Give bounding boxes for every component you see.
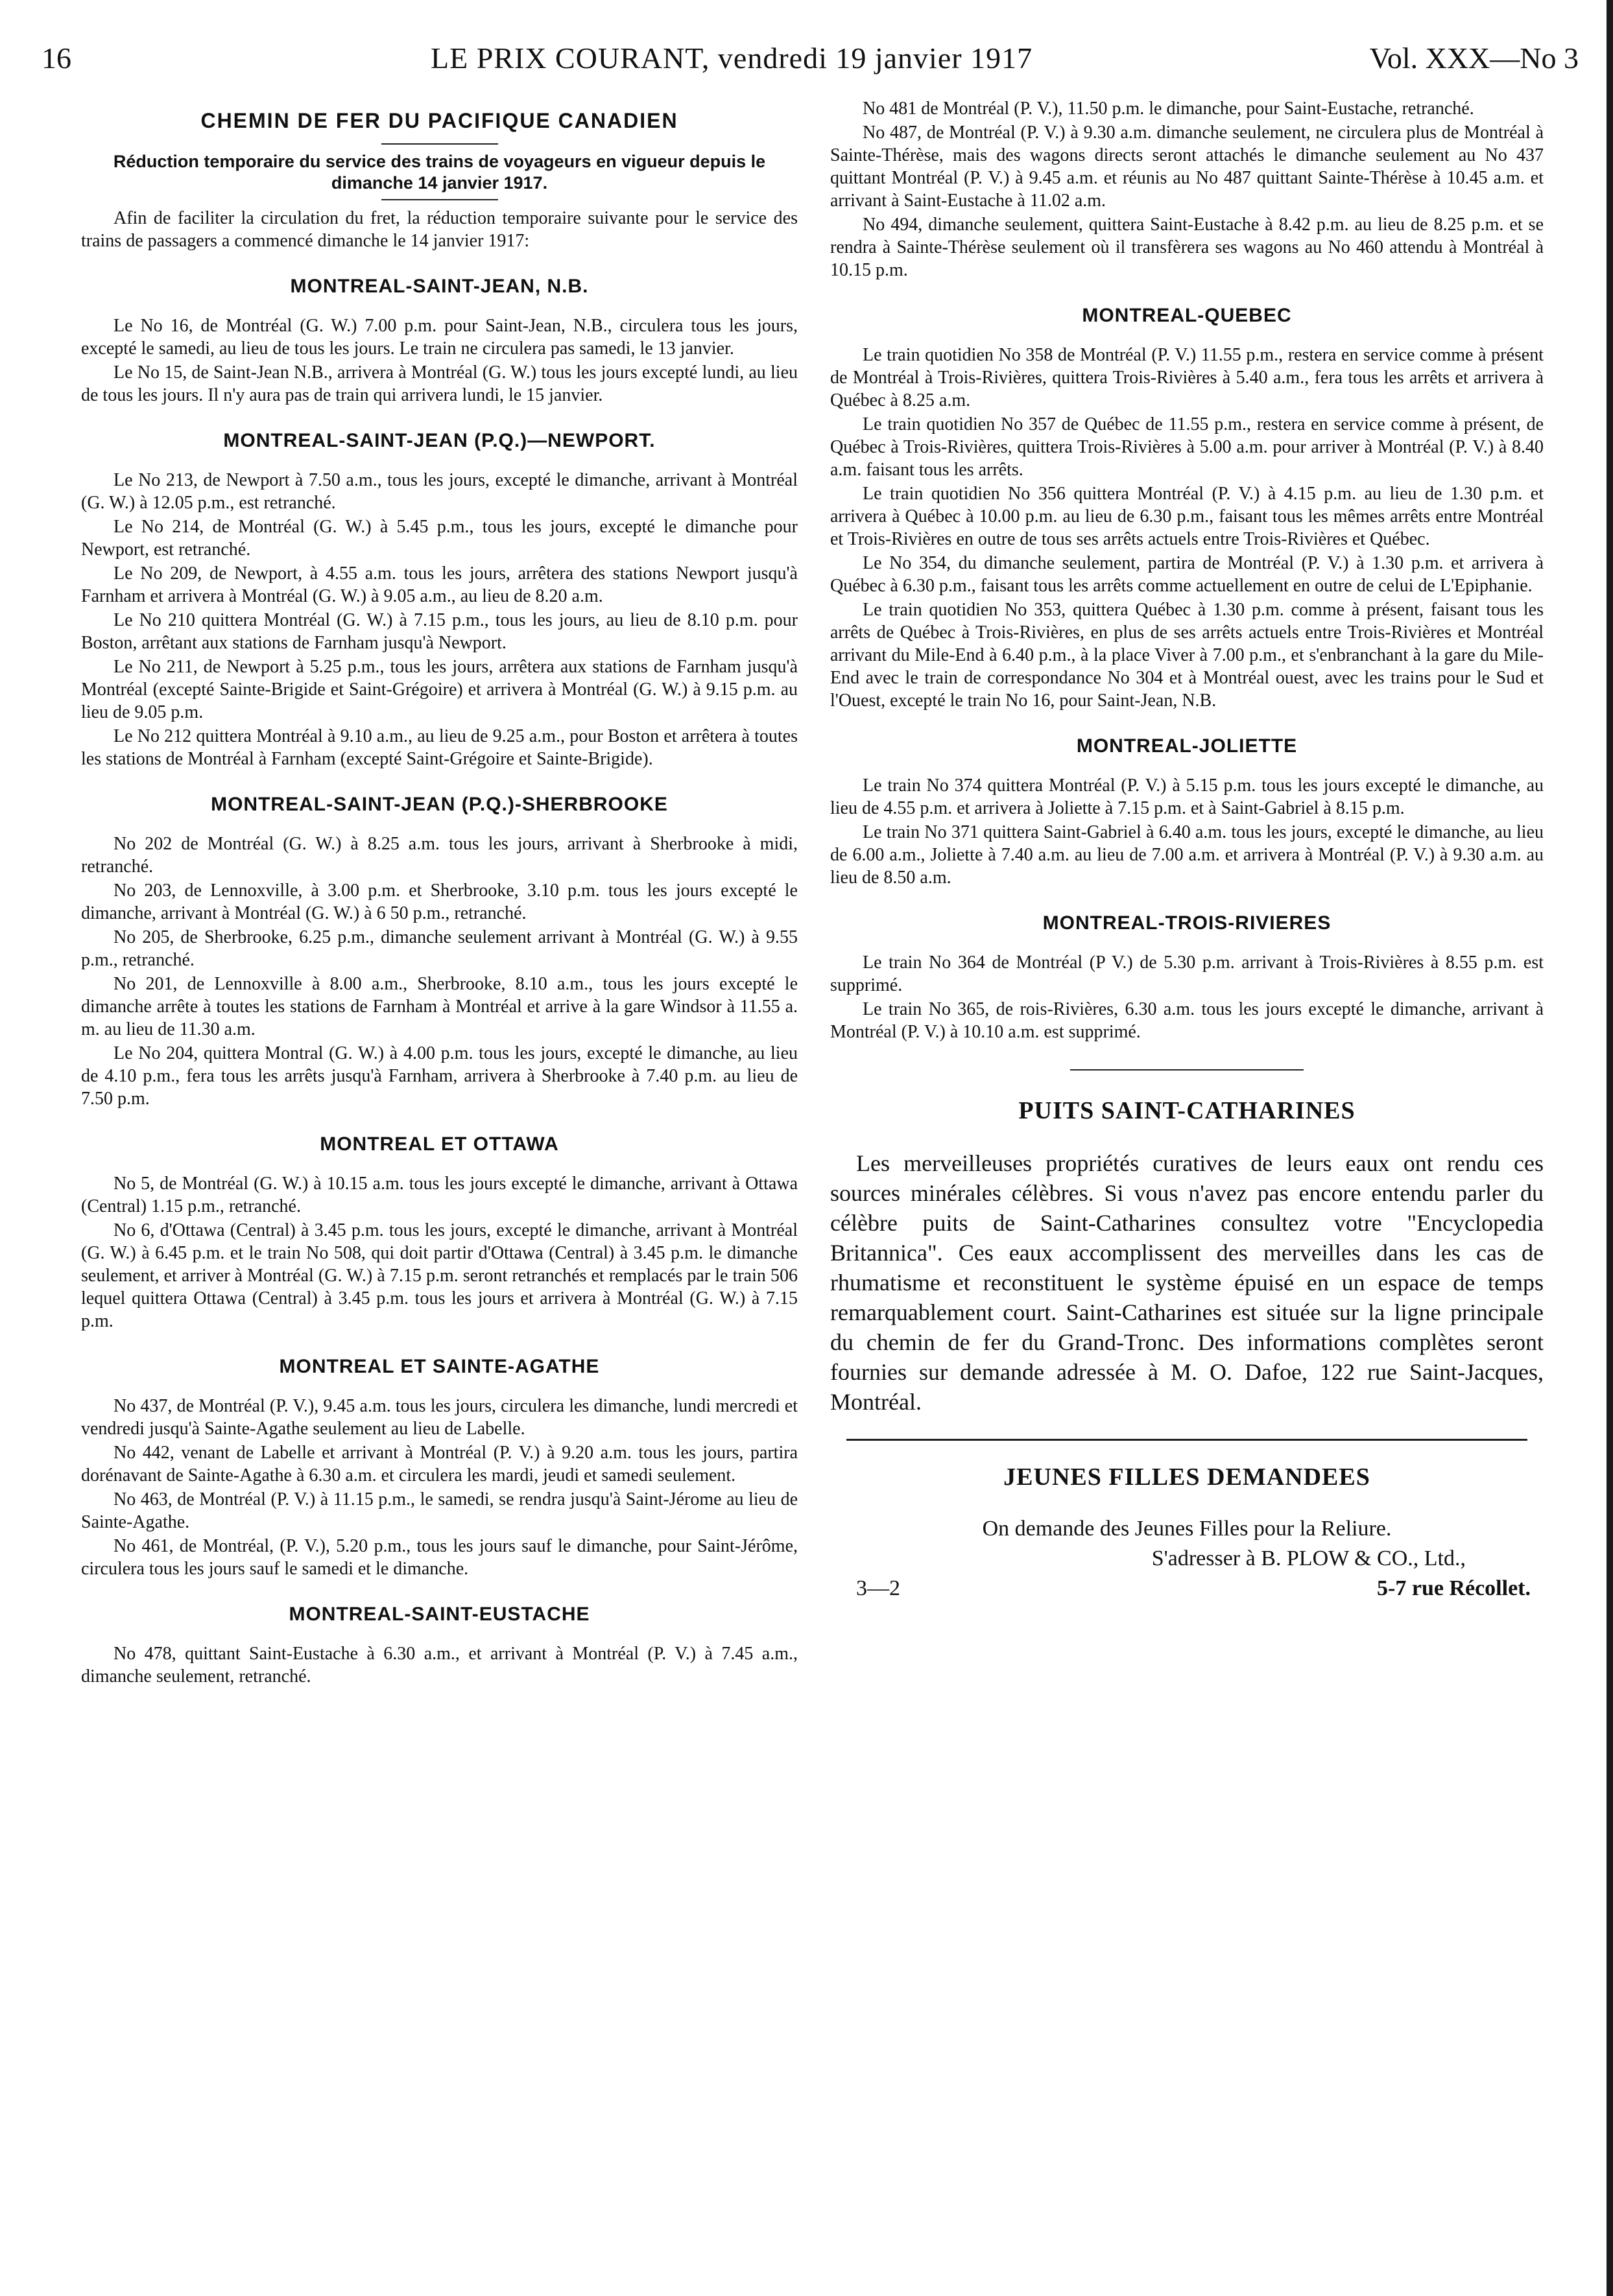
- advertisement-title: PUITS SAINT-CATHARINES: [1018, 1097, 1356, 1124]
- divider: [381, 199, 498, 200]
- section-paragraph: Le train No 365, de rois-Rivières, 6.30 a.m. tous les jours excepté le dimanche, arrivant à Montréal (P. V.) à 10.10 a.m. est supprimé.: [830, 999, 1544, 1042]
- section-paragraph: Le train quotidien No 358 de Montréal (P. V.) 11.55 p.m., restera en service comme à présent de Montréal à Trois-Rivières, quittera Trois-Rivières à 5.40 a.m., fera tous les arrêts et arrivera à Québec à 8.25 a.m.: [830, 345, 1544, 410]
- section-paragraph: Le train quotidien No 357 de Québec de 11.55 p.m., restera en service comme à présent, de Québec à Trois-Rivières, quittera Trois-Rivières à 5.00 a.m. pour arriver à Montréal (P. V.) à 8.40 a.m. faisant tous les arrêts.: [830, 414, 1544, 480]
- section-paragraph: No 478, quittant Saint-Eustache à 6.30 a.m., et arrivant à Montréal (P. V.) à 7.45 a.m., dimanche seulement, retranché.: [81, 1644, 798, 1686]
- section-paragraph: No 5, de Montréal (G. W.) à 10.15 a.m. tous les jours excepté le dimanche, arrivant à Ottawa (Central) 1.15 p.m., retranché.: [81, 1174, 798, 1216]
- section-paragraph: Le No 16, de Montréal (G. W.) 7.00 p.m. pour Saint-Jean, N.B., circulera tous les jours, excepté le samedi, au lieu de tous les jours. Le train ne circulera pas samedi, le 13 janvier.: [81, 316, 798, 359]
- section-paragraph: Le train No 371 quittera Saint-Gabriel à 6.40 a.m. tous les jours, excepté le dimanche, au lieu de 6.00 a.m., Joliette à 7.40 a.m. au lieu de 7.00 a.m. et arrivera à Montréal (P. V.) à 9.30 a.m. au lieu de 8.50 a.m.: [830, 822, 1544, 888]
- section-heading: MONTREAL-QUEBEC: [1082, 305, 1292, 326]
- advertisement-address: 5-7 rue Récollet.: [1377, 1576, 1531, 1600]
- page-number: 16: [42, 41, 71, 75]
- newspaper-title: LE PRIX COURANT, vendredi 19 janvier 1917: [431, 41, 1033, 75]
- left-column: [81, 97, 798, 1689]
- section-paragraph: No 205, de Sherbrooke, 6.25 p.m., dimanche seulement arrivant à Montréal (G. W.) à 9.55 p.m., retranché.: [81, 927, 798, 970]
- section-paragraph: No 437, de Montréal (P. V.), 9.45 a.m. tous les jours, circulera les dimanche, lundi mercredi et vendredi jusqu'à Sainte-Agathe seulement au lieu de Labelle.: [81, 1396, 798, 1439]
- advertisement-body-wrap: [830, 1148, 1544, 1417]
- advertisement-jeunes-filles: [830, 1463, 1544, 1603]
- section-paragraph: Le No 210 quittera Montréal (G. W.) à 7.15 p.m., tous les jours, au lieu de 8.10 p.m. pour Boston, arrêtant aux stations de Farnham jusqu'à Newport.: [81, 610, 798, 653]
- section-paragraph: Le No 214, de Montréal (G. W.) à 5.45 p.m., tous les jours, excepté le dimanche pour Newport, est retranché.: [81, 517, 798, 560]
- section-paragraph: No 442, venant de Labelle et arrivant à Montréal (P. V.) à 9.20 a.m. tous les jours, partira dorénavant de Sainte-Agathe à 6.30 a.m. et circulera les mardi, jeudi et samedi seulement.: [81, 1443, 798, 1485]
- divider: [1070, 1069, 1304, 1071]
- section-paragraph: Le No 209, de Newport, à 4.55 a.m. tous les jours, arrêtera des stations Newport jusqu'à Farnham et arrivera à Montréal (G. W.) à 9.05 a.m., au lieu de 8.20 a.m.: [81, 563, 798, 606]
- section-paragraph: Le train quotidien No 353, quittera Québec à 1.30 p.m. comme à présent, faisant tous les arrêts de Québec à Trois-Rivières, en plus de ses arrêts actuels entre Trois-Rivières et Montréal arrivant du Mile-End à 6.40 p.m., à la place Viver à 7.00 p.m., et s'enbranchant à la gare du Mile-End avec le train de correspondance No 304 et à Montréal ouest, avec les trains pour le Sud et l'Ouest, excepté le train No 16, pour Saint-Jean, N.B.: [830, 600, 1544, 711]
- section-paragraph: No 461, de Montréal, (P. V.), 5.20 p.m., tous les jours sauf le dimanche, pour Saint-Jérôme, circulera tous les jours sauf le samedi et le dimanche.: [81, 1536, 798, 1579]
- section-heading: MONTREAL ET OTTAWA: [320, 1133, 559, 1155]
- section-heading: MONTREAL-SAINT-JEAN (P.Q.)-SHERBROOKE: [211, 794, 668, 815]
- advertisement-line: On demande des Jeunes Filles pour la Reliure.: [982, 1517, 1392, 1541]
- section-paragraph: No 203, de Lennoxville, à 3.00 p.m. et Sherbrooke, 3.10 p.m. tous les jours excepté le dimanche, arrivant à Montréal (G. W.) à 6 50 p.m., retranché.: [81, 881, 798, 923]
- section-paragraph: No 201, de Lennoxville à 8.00 a.m., Sherbrooke, 8.10 a.m., tous les jours excepté le dimanche arrête à toutes les stations de Farnham à Montréal et arrive à la gare Windsor à 11.55 a. m. au lieu de 11.30 a.m.: [81, 974, 798, 1039]
- section-paragraph: Le No 354, du dimanche seulement, partira de Montréal (P. V.) à 1.30 p.m. et arrivera à Québec à 6.30 p.m., faisant tous les arrêts comme actuellement en outre de celui de L'Epiphanie.: [830, 553, 1544, 596]
- advertisement-body: Les merveilleuses propriétés curatives de leurs eaux ont rendu ces sources minérales célèbres. Si vous n'avez pas encore entendu parler du célèbre puits de Saint-Catharines consultez votre "Encyclopedia Britannica". Ces eaux accomplissent des merveilles dans les cas de rhumatisme et reconstituent le système épuisé en un espace de temps remarquablement court. Saint-Catharines est située sur la ligne principale du chemin de fer du Grand-Tronc. Des informations complètes seront fournies sur demande adressée à M. O. Dafoe, 122 rue Saint-Jacques, Montréal.: [830, 1150, 1544, 1415]
- section-heading: MONTREAL-SAINT-JEAN (P.Q.)—NEWPORT.: [223, 430, 656, 451]
- section-paragraph: Le No 212 quittera Montréal à 9.10 a.m., au lieu de 9.25 a.m., pour Boston et arrêtera à toutes les stations de Montréal à Farnham (excepté Saint-Grégoire et Sainte-Brigide).: [81, 726, 798, 769]
- section-paragraph: No 6, d'Ottawa (Central) à 3.45 p.m. tous les jours, excepté le dimanche, arrivant à Montréal (G. W.) à 6.45 p.m. et le train No 508, qui doit partir d'Ottawa (Central) à 3.45 p.m. le dimanche seulement, et arriver à Montréal (G. W.) à 7.15 p.m. seront retranchés et remplacés par le train 506 lequel quittera Ottawa (Central) à 3.45 p.m. tous les jours et arrivera à Montréal (G. W.) à 7.15 p.m.: [81, 1220, 798, 1331]
- section-paragraph: No 463, de Montréal (P. V.) à 11.15 p.m., le samedi, se rendra jusqu'à Saint-Jérome au lieu de Sainte-Agathe.: [81, 1489, 798, 1532]
- section-paragraph: Le No 213, de Newport à 7.50 a.m., tous les jours, excepté le dimanche, arrivant à Montréal (G. W.) à 12.05 p.m., est retranché.: [81, 470, 798, 513]
- divider: [846, 1439, 1527, 1441]
- section-paragraph: Le No 15, de Saint-Jean N.B., arrivera à Montréal (G. W.) tous les jours excepté lundi, au lieu de tous les jours. Il n'y aura pas de train qui arrivera lundi, le 15 janvier.: [81, 362, 798, 405]
- section-heading: MONTREAL-SAINT-EUSTACHE: [289, 1604, 590, 1625]
- section-heading: MONTREAL-SAINT-JEAN, N.B.: [290, 276, 589, 297]
- page-header: [42, 32, 1579, 84]
- section-heading: MONTREAL-TROIS-RIVIERES: [1042, 912, 1332, 934]
- volume-number: Vol. XXX—No 3: [1369, 41, 1579, 75]
- company-heading: CHEMIN DE FER DU PACIFIQUE CANADIEN: [200, 109, 678, 132]
- section-heading: MONTREAL-JOLIETTE: [1076, 735, 1298, 757]
- section-paragraph: Le No 204, quittera Montral (G. W.) à 4.00 p.m. tous les jours, excepté le dimanche, au lieu de 4.10 p.m., fera tous les arrêts jusqu'à Farnham, arrivera à Sherbrooke à 7.40 p.m. au lieu de 7.50 p.m.: [81, 1043, 798, 1109]
- divider: [381, 143, 498, 145]
- intro-paragraph: Afin de faciliter la circulation du fret, la réduction temporaire suivante pour le service des trains de passagers a commencé dimanche le 14 janvier 1917:: [81, 208, 798, 251]
- section-heading: MONTREAL ET SAINTE-AGATHE: [279, 1356, 600, 1377]
- section-paragraph: Le train quotidien No 356 quittera Montréal (P. V.) à 4.15 p.m. au lieu de 1.30 p.m. et arrivera à Québec à 10.00 p.m. au lieu de 6.30 p.m., faisant tous les mêmes arrêts entre Montréal et Trois-Rivières en outre de tous ses arrêts actuels entre Trois-Rivières et Québec.: [830, 484, 1544, 549]
- advertisement-title: JEUNES FILLES DEMANDEES: [1003, 1463, 1370, 1491]
- lead-paragraph: No 494, dimanche seulement, quittera Saint-Eustache à 8.42 p.m. au lieu de 8.25 p.m. et se rendra à Sainte-Thérèse seulement où il transfèrera ses wagons au No 460 attendu à Montréal à 10.15 p.m.: [830, 215, 1544, 280]
- section-paragraph: No 202 de Montréal (G. W.) à 8.25 a.m. tous les jours, arrivant à Sherbrooke à midi, retranché.: [81, 834, 798, 877]
- section-paragraph: Le train No 364 de Montréal (P V.) de 5.30 p.m. arrivant à Trois-Rivières à 8.55 p.m. est supprimé.: [830, 953, 1544, 995]
- advertisement-puits: [830, 1096, 1544, 1417]
- advertisement-line: S'adresser à B. PLOW & CO., Ltd.,: [1151, 1546, 1466, 1570]
- section-paragraph: Le No 211, de Newport à 5.25 p.m., tous les jours, arrêtera aux stations de Farnham jusqu'à Montréal (excepté Sainte-Brigide et Saint-Grégoire) et arrivera à Montréal (G. W.) à 9.15 p.m. au lieu de 9.05 p.m.: [81, 657, 798, 722]
- right-column: [830, 97, 1544, 1603]
- page-edge-bar: [1607, 0, 1613, 2296]
- lead-paragraph: No 487, de Montréal (P. V.) à 9.30 a.m. dimanche seulement, ne circulera plus de Montréal à Sainte-Thérèse, mais des wagons directs seront attachés le dimanche seulement au No 437 quittant Montréal (P. V.) à 9.45 a.m. et réunis au No 487 quittant Sainte-Thérèse à 10.45 a.m. et arrivant à Saint-Eustache à 11.02 a.m.: [830, 123, 1544, 211]
- section-paragraph: Le train No 374 quittera Montréal (P. V.) à 5.15 p.m. tous les jours excepté le dimanche, au lieu de 4.55 p.m. et arrivera à Joliette à 7.15 p.m. et à Saint-Gabriel à 8.15 p.m.: [830, 775, 1544, 818]
- notice-subtitle: Réduction temporaire du service des trains de voyageurs en vigueur depuis le dimanche 14 janvier 1917.: [113, 152, 766, 193]
- lead-paragraph: No 481 de Montréal (P. V.), 11.50 p.m. le dimanche, pour Saint-Eustache, retranché.: [863, 99, 1474, 119]
- advertisement-footer-row: [830, 1574, 1544, 1603]
- insertion-number: 3—2: [856, 1576, 900, 1600]
